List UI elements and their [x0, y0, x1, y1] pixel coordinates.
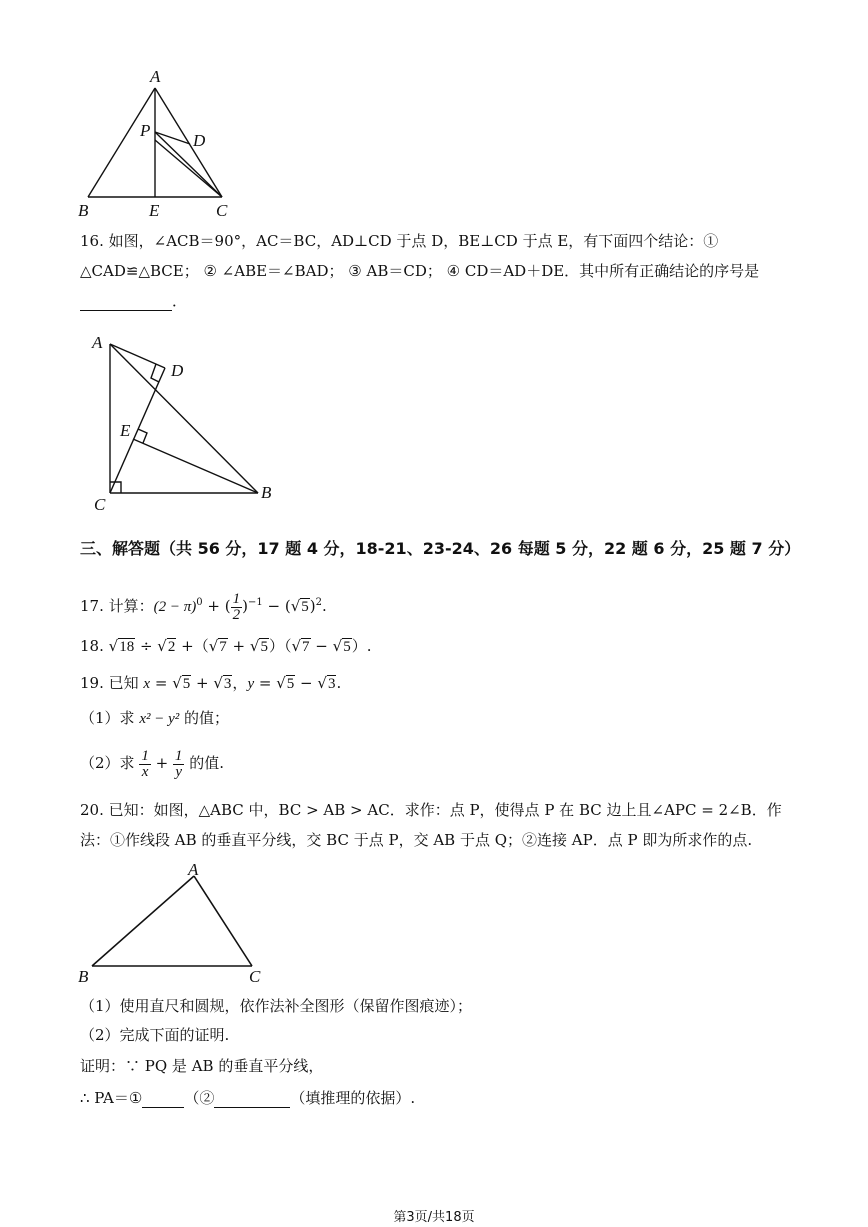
q19-r1: 5	[182, 676, 191, 692]
right-angle-c	[110, 482, 121, 493]
q19-mn: −	[295, 674, 318, 692]
right-angle-d	[151, 364, 159, 382]
q19-r4: 3	[327, 676, 336, 692]
triangle-figure-16	[86, 326, 286, 516]
q16-answer-line	[80, 291, 187, 311]
blank-1[interactable]	[142, 1093, 184, 1108]
q19-end: .	[336, 674, 342, 692]
q18-r3: 7	[219, 639, 227, 655]
label-a: A	[150, 67, 161, 86]
q19-2-prefix: （2）求	[80, 754, 140, 772]
q18-m2: ）（	[268, 637, 292, 655]
line-ad	[110, 344, 165, 368]
proof2-c: （填推理的依据）.	[290, 1089, 416, 1107]
label-e: E	[120, 421, 131, 440]
q17-close: )	[309, 597, 316, 615]
label-c: C	[249, 967, 261, 986]
q18: 18. √18 ÷ √2 +（√7 + √5）（√7 − √5）.	[80, 637, 372, 655]
q18-r5: 7	[302, 639, 310, 655]
q18-end: ）.	[351, 637, 372, 655]
label-b: B	[78, 967, 89, 986]
q18-r4: 5	[260, 639, 268, 655]
q18-r2: 2	[167, 639, 176, 655]
q19-1-end: 的值；	[179, 709, 230, 727]
page-footer: 第3页/共18页	[393, 1210, 475, 1225]
q18-prefix: 18.	[80, 637, 109, 655]
q19-x: x	[143, 676, 151, 692]
line-cd	[110, 368, 165, 493]
label-c: C	[216, 201, 228, 220]
q19-pl: +	[191, 674, 214, 692]
q19-1-expr: x² − y²	[139, 711, 180, 727]
q18-r1: 18	[119, 639, 135, 655]
q16-line3-end: ．	[172, 292, 188, 310]
proof-line1: 证明：∵ PQ 是 AB 的垂直平分线，	[80, 1057, 324, 1075]
q17-frac: $\frac{1}{2}$	[232, 590, 241, 623]
q17-prefix: 17. 计算：	[80, 597, 154, 615]
q19-eq2: =	[254, 674, 277, 692]
line-be	[133, 439, 258, 493]
q16-line1: 16. 如图，∠ACB＝90°，AC＝BC，AD⊥CD 于点 D，BE⊥CD 于点 E，有下面四个结论：①	[80, 232, 719, 250]
q19-sep: ，	[232, 674, 248, 692]
q17-exp-m1: −1	[247, 597, 263, 608]
line-ab	[110, 344, 258, 493]
label-c: C	[94, 495, 106, 514]
label-d: D	[193, 131, 206, 150]
q19-eq1: =	[150, 674, 173, 692]
q18-div: ÷	[135, 637, 158, 655]
label-a: A	[188, 860, 199, 879]
triangle-figure-top	[70, 62, 250, 224]
q19-r2: 3	[223, 676, 232, 692]
blank-2[interactable]	[214, 1093, 290, 1108]
q17-rad: 5	[301, 599, 309, 615]
section-heading: 三、解答题（共 56 分，17 题 4 分，18-21、23-24、26 每题 5 分，22 题 6 分，25 题 7 分）	[80, 539, 801, 558]
line-ac	[194, 876, 252, 966]
answer-blank[interactable]	[80, 296, 172, 311]
proof-line2	[80, 1088, 415, 1108]
q19-2-end: 的值.	[184, 754, 224, 772]
q19-r3: 5	[286, 676, 295, 692]
q19-part1	[80, 708, 229, 729]
q19-part2	[80, 745, 224, 781]
q19-y: y	[247, 676, 255, 692]
label-b: B	[261, 483, 272, 502]
q19-prefix: 19. 已知	[80, 674, 144, 692]
q19-2-frac1: $\frac{1}{x}$	[141, 747, 149, 780]
triangle-figure-20	[72, 856, 282, 988]
label-e: E	[149, 201, 160, 220]
q19-2-frac2: $\frac{1}{y}$	[174, 747, 183, 780]
q20-part2: （2）完成下面的证明.	[80, 1026, 230, 1044]
q18-pl: +	[227, 637, 250, 655]
proof2-a: ∴ PA＝①	[80, 1089, 143, 1107]
line-ab	[88, 88, 155, 197]
q20-line2: 法：①作线段 AB 的垂直平分线，交 BC 于点 P，交 AB 于点 Q；②连接 AP．点 P 即为所求作的点.	[80, 831, 753, 849]
line-ab	[92, 876, 194, 966]
q17: 17. 计算：$(2 - \pi)^0$ + ( $\frac{1}{2}$ )$^{-1} - (√5)^2$.	[80, 590, 327, 623]
q18-mn: −	[310, 637, 333, 655]
q16-line2: △CAD≌△BCE； ② ∠ABE＝∠BAD； ③ AB＝CD； ④ CD＝AD＋DE．其中所有正确结论的序号是	[80, 262, 760, 280]
q17-end: .	[321, 597, 327, 615]
q17-exp2: 2	[315, 597, 322, 608]
line-pc2	[155, 140, 222, 197]
q18-r6: 5	[343, 639, 351, 655]
q17-plus: +	[202, 597, 225, 615]
right-angle-e	[138, 429, 147, 443]
q17-exp0: 0	[196, 597, 203, 608]
label-a: A	[92, 333, 103, 352]
q17-expr-a: (2 − π)	[153, 599, 197, 615]
label-d: D	[171, 361, 184, 380]
q17-minus: − (	[262, 597, 291, 615]
q19: 19. 已知 x = √5 + √3，y = √5 − √3.	[80, 674, 342, 692]
label-p: P	[140, 121, 151, 140]
proof2-b: （②	[184, 1089, 215, 1107]
q19-1-prefix: （1）求	[80, 709, 140, 727]
q19-2-plus: +	[150, 754, 173, 772]
q18-mid: +（	[176, 637, 209, 655]
q20-part1: （1）使用直尺和圆规，依作法补全图形（保留作图痕迹）；	[80, 997, 473, 1015]
q20-line1: 20. 已知：如图，△ABC 中，BC > AB > AC．求作：点 P，使得点 P 在 BC 边上且∠APC = 2∠B．作	[80, 801, 782, 819]
label-b: B	[78, 201, 89, 220]
